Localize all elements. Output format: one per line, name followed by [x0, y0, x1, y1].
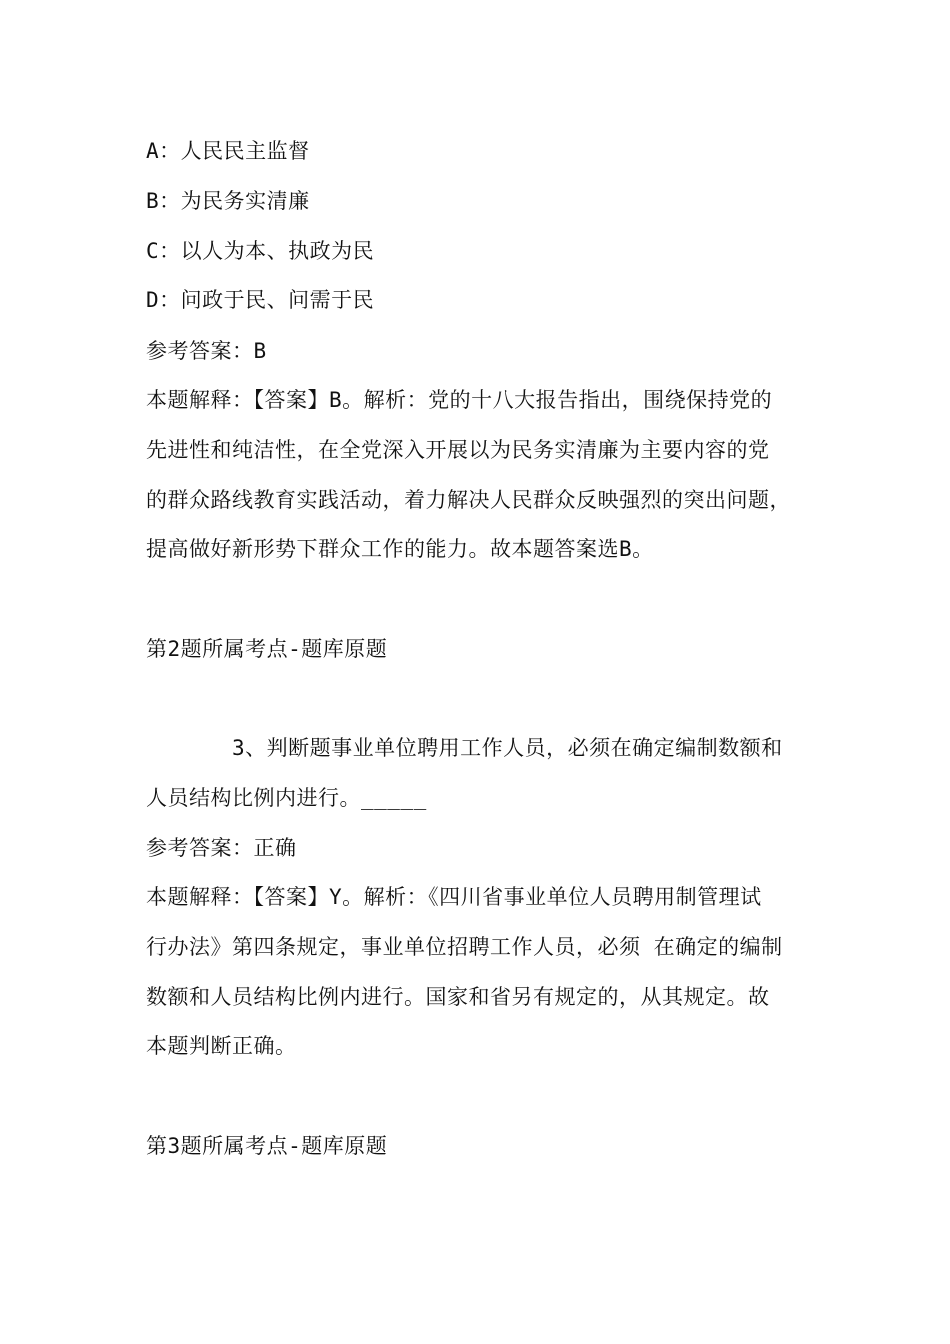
q3-explanation-line: 数额和人员结构比例内进行。国家和省另有规定的，从其规定。故 [146, 985, 770, 1009]
q2-explanation-line: 本题解释：【答案】B。解析：党的十八大报告指出，围绕保持党的 [146, 388, 773, 412]
q3-topic: 第3题所属考点-题库原题 [146, 1134, 388, 1158]
q3-question-line: 人员结构比例内进行。_____ [146, 786, 427, 810]
option-b: B：为民务实清廉 [146, 189, 310, 213]
q3-explanation-line: 本题解释：【答案】Y。解析：《四川省事业单位人员聘用制管理试 [146, 885, 762, 909]
q2-explanation-line: 的群众路线教育实践活动，着力解决人民群众反映强烈的突出问题， [146, 488, 791, 512]
q2-explanation-line: 先进性和纯洁性，在全党深入开展以为民务实清廉为主要内容的党 [146, 438, 770, 462]
q3-explanation-line: 行办法》第四条规定，事业单位招聘工作人员，必须 在确定的编制 [146, 935, 783, 959]
q2-explanation-line: 提高做好新形势下群众工作的能力。故本题答案选B。 [146, 537, 654, 561]
option-d: D：问政于民、问需于民 [146, 288, 375, 312]
q3-explanation-line: 本题判断正确。 [146, 1034, 297, 1058]
q3-answer: 参考答案：正确 [146, 836, 297, 860]
q2-topic: 第2题所属考点-题库原题 [146, 637, 388, 661]
option-a: A：人民民主监督 [146, 139, 310, 163]
option-c: C：以人为本、执政为民 [146, 239, 375, 263]
q3-question-line: 3、判断题事业单位聘用工作人员，必须在确定编制数额和 [232, 736, 783, 760]
q2-answer: 参考答案：B [146, 339, 267, 363]
